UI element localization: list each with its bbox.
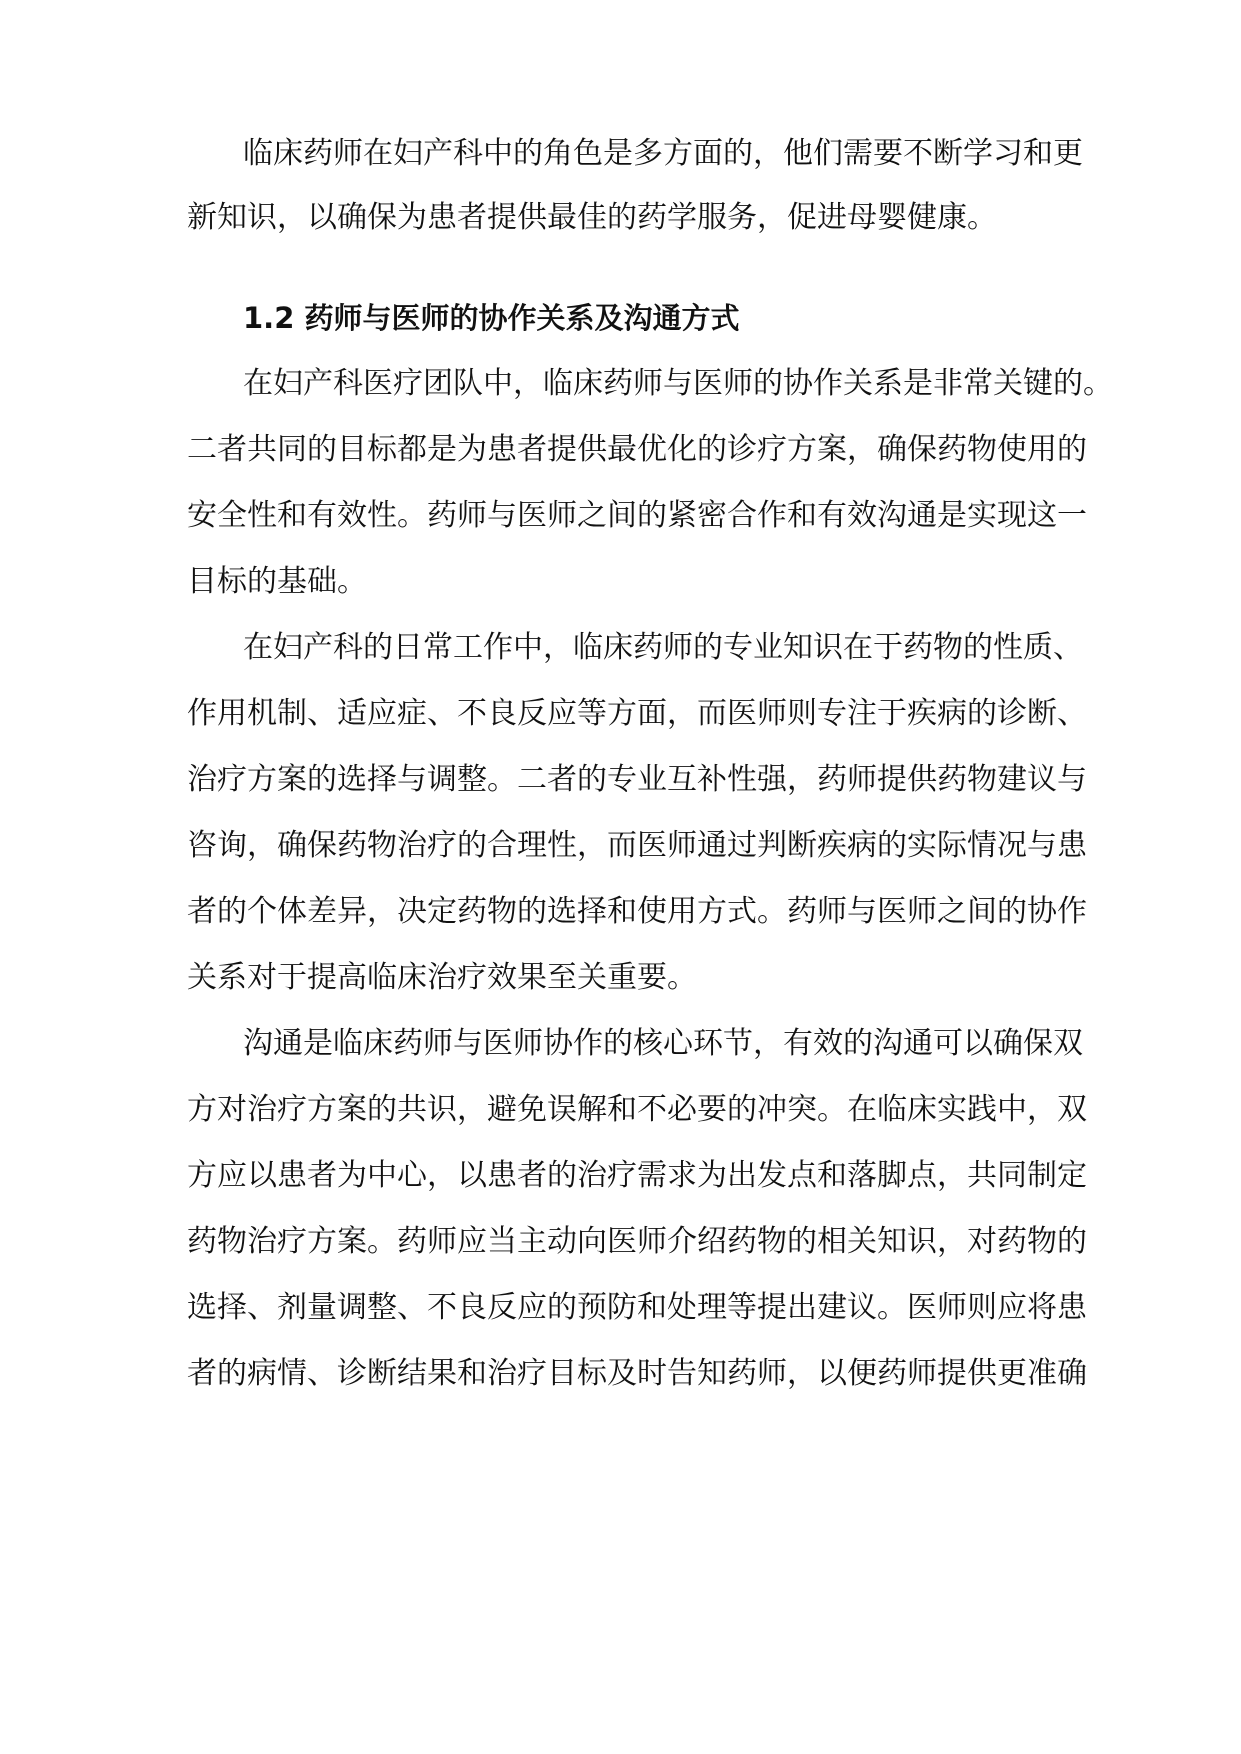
paragraph-line: 方应以患者为中心，以患者的治疗需求为出发点和落脚点，共同制定	[187, 1158, 1087, 1193]
paragraph-line: 咨询，确保药物治疗的合理性，而医师通过判断疾病的实际情况与患	[187, 828, 1087, 863]
paragraph-line: 临床药师在妇产科中的角色是多方面的，他们需要不断学习和更	[243, 136, 1083, 171]
paragraph-line: 作用机制、适应症、不良反应等方面，而医师则专注于疾病的诊断、	[187, 696, 1087, 731]
paragraph-line: 沟通是临床药师与医师协作的核心环节，有效的沟通可以确保双	[243, 1026, 1083, 1061]
paragraph-line: 安全性和有效性。药师与医师之间的紧密合作和有效沟通是实现这一	[187, 498, 1087, 533]
paragraph-line: 新知识，以确保为患者提供最佳的药学服务，促进母婴健康。	[187, 200, 997, 235]
paragraph-line: 者的病情、诊断结果和治疗目标及时告知药师，以便药师提供更准确	[187, 1356, 1087, 1391]
paragraph-line: 方对治疗方案的共识，避免误解和不必要的冲突。在临床实践中，双	[187, 1092, 1087, 1127]
paragraph-line: 治疗方案的选择与调整。二者的专业互补性强，药师提供药物建议与	[187, 762, 1087, 797]
paragraph-line: 者的个体差异，决定药物的选择和使用方式。药师与医师之间的协作	[187, 894, 1087, 929]
paragraph-line: 选择、剂量调整、不良反应的预防和处理等提出建议。医师则应将患	[187, 1290, 1087, 1325]
paragraph-line: 目标的基础。	[187, 564, 367, 599]
paragraph-line: 关系对于提高临床治疗效果至关重要。	[187, 960, 697, 995]
paragraph-line: 在妇产科医疗团队中，临床药师与医师的协作关系是非常关键的。	[243, 366, 1113, 401]
paragraph-line: 在妇产科的日常工作中，临床药师的专业知识在于药物的性质、	[243, 630, 1083, 665]
section-heading: 1.2 药师与医师的协作关系及沟通方式	[243, 301, 740, 335]
paragraph-line: 药物治疗方案。药师应当主动向医师介绍药物的相关知识，对药物的	[187, 1224, 1087, 1259]
paragraph-line: 二者共同的目标都是为患者提供最优化的诊疗方案，确保药物使用的	[187, 432, 1087, 467]
